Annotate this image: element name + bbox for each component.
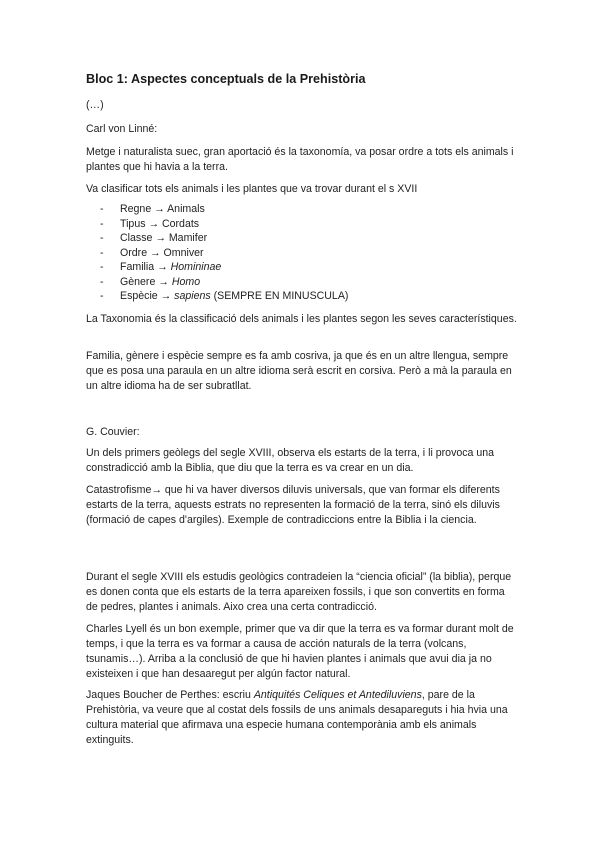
list-item: - Classe → Mamifer bbox=[100, 232, 208, 244]
tail-paragraph-3: Jaques Boucher de Perthes: escriu Antiquités Celiques et Antediluviens, pare de la Prehistòria, va veure que al costat dels fossils de uns animals desapareguts i hia hvia una cultura material que afirmava una especie humana contemporània amb els animals extinguits. bbox=[86, 689, 508, 746]
linne-paragraph-3: La Taxonomia és la classificació dels animals i les plantes segon les seves característiques. bbox=[86, 313, 517, 325]
section-heading-couvier: G. Couvier: bbox=[86, 426, 140, 438]
list-item: - Familia → Homininae bbox=[100, 261, 222, 273]
page-title: Bloc 1: Aspectes conceptuals de la Prehistòria bbox=[86, 72, 366, 86]
tail-paragraph-1: Durant el segle XVIII els estudis geològics contradeien la “ciencia oficial” (la biblia), perque es donen conta que els estarts de la terra apareixen fossils, i que son convertits en forma de pedres, plantes i animals. Aixo crea una certa contradicció. bbox=[86, 571, 512, 613]
linne-paragraph-1: Metge i naturalista suec, gran aportació és la taxonomía, va posar ordre a tots els animals i plantes que hi havia a la terra. bbox=[86, 146, 514, 173]
ellipsis-marker: (…) bbox=[86, 99, 104, 111]
list-item: - Gènere → Homo bbox=[100, 275, 201, 288]
list-item: - Tipus → Cordats bbox=[100, 217, 200, 230]
couvier-paragraph-1: Un dels primers geòlegs del segle XVIII, observa els estarts de la terra, i li provoca una constradicció amb la Biblia, que diu que la terra es va crear en un dia. bbox=[86, 447, 495, 474]
list-item: - Regne → Animals bbox=[100, 203, 205, 215]
list-item: - Ordre → Omniver bbox=[100, 246, 204, 259]
list-item: - Espècie → sapiens (SEMPRE EN MINUSCULA) bbox=[100, 290, 349, 302]
linne-paragraph-2: Va clasificar tots els animals i les plantes que va trovar durant el s XVII bbox=[86, 183, 418, 195]
tail-paragraph-2: Charles Lyell és un bon exemple, primer que va dir que la terra es va formar durant molt de temps, i que la terra es va formar a causa de acción naturals de la terra (volcans, tsunamis…). Arriba a la conclusió de que hi havien plantes i animals que avui dia ja no existeixen i que han desaaregut per algún factor natural. bbox=[86, 623, 514, 680]
linne-paragraph-4: Familia, gènere i espècie sempre es fa amb cosriva, ja que és en un altre llengua, sempre que es posa una paraula en un altre idioma serà escrit en corsiva. Però a mà la paraula en un altre idioma ha de ser subratllat. bbox=[86, 350, 512, 392]
couvier-paragraph-2: Catastrofisme→ que hi va haver diversos diluvis universals, que van formar els diferents estarts de la terra, aquests estrats no representen la formació de la terra, sinó els diluvis (formació de capes d'argiles). Exemple de contradiccions entre la Biblia i la ciencia. bbox=[86, 484, 500, 526]
taxonomy-list bbox=[100, 202, 348, 304]
section-heading-linne: Carl von Linné: bbox=[86, 123, 158, 135]
